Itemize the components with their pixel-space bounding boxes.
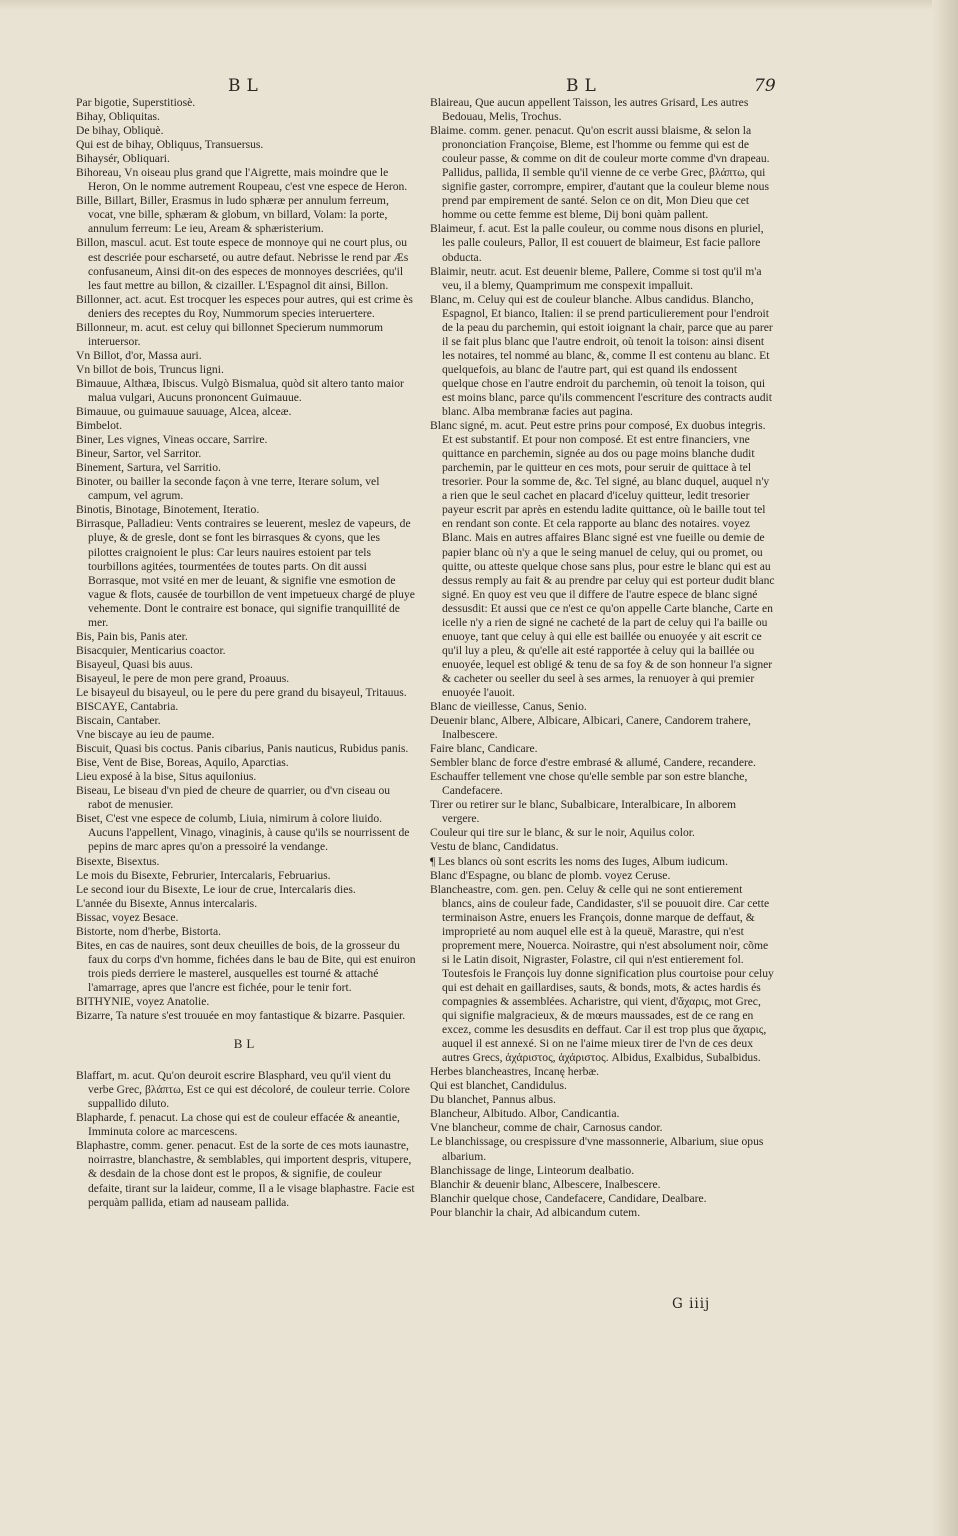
dictionary-entry: Bille, Billart, Biller, Erasmus in ludo sphæræ per annulum ferreum, vocat, vne bille, sphæram & globum, vn billard, Volam: la porte, annulum ferreum: Le ieu, Aream & sphæristerium. (76, 194, 389, 236)
dictionary-entry: Le second iour du Bisexte, Le iour de crue, Intercalaris dies. (76, 882, 356, 896)
page-number: 79 (754, 76, 776, 96)
dictionary-entry: Binoter, ou bailler la seconde façon à vne terre, Iterare solum, vel campum, vel agrum. (76, 475, 380, 503)
dictionary-entry: De bihay, Obliquè. (76, 124, 164, 138)
dictionary-entry: Le bisayeul du bisayeul, ou le pere du pere grand du bisayeul, Tritauus. (76, 685, 407, 699)
dictionary-entry: Eschauffer tellement vne chose qu'elle semble par son estre blanche, Candefacere. (430, 770, 748, 798)
dictionary-entry: Blaffart, m. acut. Qu'on deuroit escrire Blasphard, veu qu'il vient du verbe Grec, βλάπτω, Est ce qui est décoloré, de couleur terrie. Colore suppallido diluto. (76, 1069, 410, 1111)
dictionary-entry: Bistorte, nom d'herbe, Bistorta. (76, 924, 222, 938)
dictionary-entry: Par bigotie, Superstitiosè. (76, 96, 196, 109)
dictionary-entry: Billonner, act. acut. Est trocquer les especes pour autres, qui est crime ès deniers des receptes du Roy, Nummorum species interuertere. (76, 292, 413, 320)
dictionary-entry: Blaimeur, f. acut. Est la palle couleur, ou comme nous disons en pluriel, les palle couleurs, Pallor, Il est couuert de blaimeur, Est facie pallore obducta. (430, 222, 764, 264)
dictionary-entry: Blanc d'Espagne, ou blanc de plomb. voyez Ceruse. (430, 868, 671, 882)
dictionary-entry: Bisexte, Bisextus. (76, 854, 160, 868)
dictionary-entry: Blaimir, neutr. acut. Est deuenir bleme, Pallere, Comme si tost qu'il m'a veu, il a blemy, Quamprimum me conspexit impalluit. (430, 264, 762, 292)
dictionary-entry: Bimbelot. (76, 419, 123, 433)
dictionary-entry: Vn billot de bois, Truncus ligni. (76, 362, 224, 376)
dictionary-entry: Vne blancheur, comme de chair, Carnosus candor. (430, 1121, 663, 1135)
dictionary-entry: Tirer ou retirer sur le blanc, Subalbicare, Interalbicare, In alborem vergere. (430, 798, 737, 826)
dictionary-entry: Blanc de vieillesse, Canus, Senio. (430, 700, 587, 714)
dictionary-entry: Blapharde, f. penacut. La chose qui est de couleur effacée & aneantie, Imminuta colore ac marcescens. (76, 1111, 400, 1139)
dictionary-entry: Sembler blanc de force d'estre embrasé & allumé, Candere, recandere. (430, 756, 756, 770)
dictionary-entry: Herbes blancheastres, Incanę herbæ. (430, 1065, 599, 1079)
dictionary-entry: Bihaysér, Obliquari. (76, 152, 170, 166)
signature-mark: G iiij (672, 1296, 711, 1312)
dictionary-entry: Blanchissage de linge, Linteorum dealbatio. (430, 1163, 635, 1177)
right-entries (430, 96, 775, 1220)
dictionary-entry: Le blanchissage, ou crespissure d'vne massonnerie, Albarium, siue opus albarium. (430, 1135, 764, 1163)
dictionary-entry: Biscain, Cantaber. (76, 714, 161, 728)
left-column (76, 96, 416, 1210)
right-column (430, 96, 775, 1220)
dictionary-entry: Vne biscaye au ieu de paume. (76, 728, 215, 742)
dictionary-entry: Le mois du Bisexte, Februrier, Intercalaris, Februarius. (76, 868, 331, 882)
dictionary-entry: Pour blanchir la chair, Ad albicandum cutem. (430, 1205, 641, 1219)
dictionary-entry: Faire blanc, Candicare. (430, 742, 538, 756)
left-entries-bl (76, 1069, 416, 1209)
dictionary-entry: Couleur qui tire sur le blanc, & sur le noir, Aquilus color. (430, 826, 695, 840)
dictionary-entry: ¶ Les blancs où sont escrits les noms des Iuges, Album iudicum. (430, 854, 728, 868)
dictionary-entry: Bimauue, Althæa, Ibiscus. Vulgò Bismalua, quòd sit altero tanto maior malua vulgari, Aucuns prononcent Guimauue. (76, 376, 404, 404)
left-entries (76, 96, 416, 1023)
dictionary-entry: Bineur, Sartor, vel Sarritor. (76, 447, 202, 461)
dictionary-entry: Billonneur, m. acut. est celuy qui billonnet Specierum nummorum interuersor. (76, 320, 384, 348)
page-top-edge (0, 0, 958, 10)
dictionary-entry: Bissac, voyez Besace. (76, 910, 179, 924)
dictionary-entry: Bis, Pain bis, Panis ater. (76, 629, 188, 643)
dictionary-entry: Bisayeul, le pere de mon pere grand, Proauus. (76, 671, 290, 685)
dictionary-entry: Vn Billot, d'or, Massa auri. (76, 348, 202, 362)
dictionary-entry: Bihoreau, Vn oiseau plus grand que l'Aigrette, mais moindre que le Heron, On le nomme autrement Roupeau, c'est vne espece de Heron. (76, 166, 408, 194)
dictionary-entry: Lieu exposé à la bise, Situs aquilonius. (76, 770, 257, 784)
dictionary-entry: BISCAYE, Cantabria. (76, 700, 179, 714)
dictionary-entry: Biseau, Le biseau d'vn pied de cheure de quarrier, ou d'vn ciseau ou rabot de menusier. (76, 784, 391, 812)
dictionary-entry: Biscuit, Quasi bis coctus. Panis cibarius, Panis nauticus, Rubidus panis. (76, 742, 409, 756)
dictionary-entry: Bisacquier, Menticarius coactor. (76, 643, 226, 657)
dictionary-entry: Blancheastre, com. gen. pen. Celuy & celle qui ne sont entierement blancs, ains de couleur fade, Candidaster, s'il se pouuoit dire. Car cette terminaison Astre, enuers les François, donne marque de deffaut, & improprieté au nom auquel elle est à la queuë, Marastre, qui n'est proprement mere, Nouerca. Noirastre, qui n'est absolument noir, cõme si le Latin disoit, Nigraster, Folastre, cil qui n'est entierement fol. Toutesfois le François luy donne signification plus courtoise pour celuy qui est dehait en gaillardises, sauts, & bonds, mots, & actes hardis és compagnies & assemblées. Acharistre, qui vient, d'ἄχαρις, mot Grec, qui signifie malgracieux, & de mœurs maussades, est de ce rang en excez, comme les desusdits en deffaut. Car il est trop plus que ἄχαρις, auquel il est annexé. Si on ne l'aime mieux tirer de l'vn de ces deux autres Grecs, ἀχάριστος, ἀχάριστος. Albidus, Exalbidus, Subalbidus. (430, 882, 774, 1065)
dictionary-entry: Qui est de bihay, Obliquus, Transuersus. (76, 138, 264, 152)
running-head-right: BL (566, 76, 602, 96)
dictionary-entry: Du blanchet, Pannus albus. (430, 1093, 556, 1107)
dictionary-entry: Bise, Vent de Bise, Boreas, Aquilo, Aparctias. (76, 756, 289, 770)
running-head-left: BL (228, 76, 264, 96)
dictionary-entry: Deuenir blanc, Albere, Albicare, Albicari, Canere, Candorem trahere, Inalbescere. (430, 714, 751, 742)
dictionary-entry: Binotis, Binotage, Binotement, Iteratio. (76, 503, 260, 517)
dictionary-entry: Blancheur, Albitudo. Albor, Candicantia. (430, 1107, 620, 1121)
dictionary-entry: Vestu de blanc, Candidatus. (430, 840, 559, 854)
dictionary-entry: Blanc signé, m. acut. Peut estre prins pour composé, Ex duobus integris. Et est substantif. Et pour non composé. Et est entre financiers, vne quittance en parchemin, signée au dos ou page moins blanche dudit parchemin, par le quitteur en ces mots, pour seruir de quittace à tel tresorier. Pour la somme de, &c. Tel signé, au blanc duquel, auquel n'y a rien que le seul cachet en placard d'iceluy quitteur, ledit tresorier payeur escrit par après en estendu ladite quittance, où le baille tout tel en rendant son conte. Et cela rapporte au blanc des notaires. voyez Blanc. Mais en autres affaires Blanc signé est vne fueille ou demie de papier blanc où n'y a que le seing manuel de celuy, qui ou promet, ou quitte, ou atteste quelque chose sans plus, pour estre le blanc qui est au dessus remply au fait & au prendre par celuy qui est porteur dudit blanc signé. En quoy est veu que il differe de l'autre espece de blanc signé dessusdit: Et aussi que ce n'est ce qu'on appelle Carte blanche, Carte en icelle n'y a rien de signé ne cacheté de la part de celuy qui l'a baille ou enuoye, tant que celuy à qui elle est baillée ou enuoyée y ait escrit ce qu'il luy a pleu, & qu'elle ait esté rapportée à celuy qui la baillée ou enuoyée, lequel est obligé & tenu de sa foy & de son honneur l'a signer & cacheter ou seeller du seel à ses armes, la renuoyer à qui premier enuoyée l'auoit. (430, 419, 775, 699)
dictionary-entry: Bites, en cas de nauires, sont deux cheuilles de bois, de la grosseur du faux du corps d'vn homme, fichées dans le bau de Bite, qui est enuiron trois pieds derriere le masterel, ausquelles est tourné & attaché l'amarrage, apres que l'ancre est fichée, pour le tenir fort. (76, 938, 416, 994)
section-subheading: BL (233, 1036, 259, 1052)
dictionary-entry: Blaime. comm. gener. penacut. Qu'on escrit aussi blaisme, & selon la prononciation Françoise, Bleme, est l'homme ou femme qui est de couleur passe, & comme on dit de couleur morte comme d'vn drapeau. Pallidus, pallida, Il semble qu'il vienne de ce verbe Grec, βλάπτω, qui signifie gaster, corrompre, empirer, d'autant que la couleur bleme nous prend par empirement de santé. Selon ce on dit, Mon Dieu que cet homme ou cette femme est bleme, Dij boni quàm pallent. (430, 124, 770, 222)
dictionary-entry: Qui est blanchet, Candidulus. (430, 1079, 567, 1093)
dictionary-entry: Blanchir & deuenir blanc, Albescere, Inalbescere. (430, 1177, 661, 1191)
dictionary-entry: Bizarre, Ta nature s'est trouuée en moy fantastique & bizarre. Pasquier. (76, 1009, 406, 1023)
dictionary-entry: Biset, C'est vne espece de columb, Liuia, nimirum à colore liuido. Aucuns l'appellent, Vinago, vinaginis, à cause qu'ils se nourrissent de pepins de marc apres qu'on a pressoiré la vendange. (76, 812, 410, 854)
dictionary-entry: Bimauue, ou guimauue sauuage, Alcea, alceæ. (76, 405, 292, 419)
dictionary-entry: Bisayeul, Quasi bis auus. (76, 657, 193, 671)
dictionary-entry: Binement, Sartura, vel Sarritio. (76, 461, 221, 475)
dictionary-entry: Blaireau, Que aucun appellent Taisson, les autres Grisard, Les autres Bedouau, Melis, Trochus. (430, 96, 749, 124)
dictionary-entry: Billon, mascul. acut. Est toute espece de monnoye qui ne court plus, ou est descriée pour escharseté, ou autre defaut. Nebrisse le rend par Æs confusaneum, Ainsi dit-on des especes de monnoyes descriées, qu'il les faut mettre au billon, & cizailler. L'Espagnol dit ainsi, Billon. (76, 236, 409, 292)
page-gutter-shadow (932, 0, 958, 1536)
dictionary-entry: Blanc, m. Celuy qui est de couleur blanche. Albus candidus. Blancho, Espagnol, Et bianco, Italien: il se prend particulierement pour l'endroit de la peau du parchemin, qui estoit ioignant la chair, parce que au parer il se fait plus blanc que l'autre endroit, où tenoit la toison: ainsi disent les notaires, tel nommé au blanc, &, comme Il est contenu au blanc. Et quelquefois, au blanc de l'autre part, qui est quand ils endossent quelque chose en l'autre endroit du parchemin, où tenoit la toison, qui est moins blanc, parce qu'ils commencent l'escriture des contracts audit blanc. Alba membranæ facies aut pagina. (430, 292, 773, 419)
dictionary-entry: Bihay, Obliquitas. (76, 110, 160, 124)
dictionary-entry: Blaphastre, comm. gener. penacut. Est de la sorte de ces mots iaunastre, noirrastre, blanchastre, & semblables, qui importent despris, vitupere, & desdain de la chose dont est le propos, & signifie, de couleur defaite, tirant sur la laideur, comme, Il a le visage blaphastre. Facie est perquàm pallida, etiam ad nauseam pallida. (76, 1139, 415, 1209)
dictionary-entry: BITHYNIE, voyez Anatolie. (76, 995, 210, 1008)
dictionary-entry: Blanchir quelque chose, Candefacere, Candidare, Dealbare. (430, 1191, 707, 1205)
dictionary-entry: Biner, Les vignes, Vineas occare, Sarrire. (76, 433, 268, 447)
dictionary-entry: L'année du Bisexte, Annus intercalaris. (76, 896, 258, 910)
dictionary-entry: Birrasque, Palladieu: Vents contraires se leuerent, meslez de vapeurs, de pluye, & de gresle, dont se font les birrasques & cyons, que les pilottes craignoient le plus: Car leurs nauires estoient par tels tourbillons agitées, tourmentées de toutes parts. On dit aussi Borrasque, mot vsité en mer de leuant, & signifie vne esmotion de vague & flots, causée de tourbillon de vent impetueux chargé de pluye vehemente. Dont le contraire est bonace, qui signifie tranquillité de mer. (76, 517, 415, 629)
